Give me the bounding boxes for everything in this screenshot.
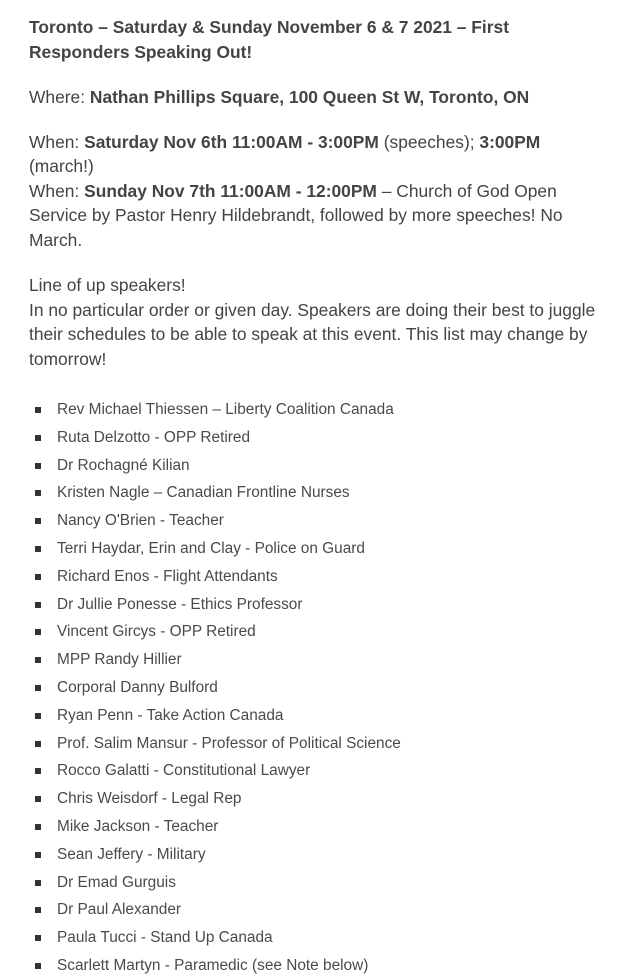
when-saturday-time: Saturday Nov 6th 11:00AM - 3:00PM [84,131,379,152]
speaker-name: Mike Jackson - Teacher [57,817,219,835]
where-label: Where: [29,87,90,107]
list-item [29,507,608,535]
square-bullet-icon [35,713,41,719]
speaker-name: Rev Michael Thiessen – Liberty Coalition Canada [57,401,394,418]
square-bullet-icon [35,407,41,413]
list-item [29,924,608,952]
speaker-name: Paula Tucci - Stand Up Canada [57,929,273,947]
speaker-name: Dr Rochagné Kilian [57,456,190,474]
when-sunday-time: Sunday Nov 7th 11:00AM - 12:00PM [84,180,377,201]
square-bullet-icon [35,907,41,913]
speaker-name: Ruta Delzotto - OPP Retired [57,428,251,446]
square-bullet-icon [35,518,41,524]
square-bullet-icon [35,629,41,635]
speaker-name: Chris Weisdorf - Legal Rep [57,790,242,808]
speaker-name: Ryan Penn - Take Action Canada [57,706,284,724]
where-line [29,85,608,110]
speakers-note: In no particular order or given day. Speakers are doing their best to juggle their schedules to be able to speak at this event. This list may change by tomorrow! [29,299,596,369]
square-bullet-icon [35,685,41,691]
square-bullet-icon [35,574,41,580]
square-bullet-icon [35,435,41,441]
square-bullet-icon [35,546,41,552]
square-bullet-icon [35,852,41,858]
speaker-name: Sean Jeffery - Military [57,845,206,863]
speaker-name: Kristen Nagle – Canadian Frontline Nurses [57,484,350,502]
square-bullet-icon [35,463,41,469]
list-item [29,730,608,758]
square-bullet-icon [35,880,41,886]
speaker-name: Corporal Danny Bulford [57,678,218,696]
when-sunday-label: When: [29,180,85,201]
speaker-name: Dr Jullie Ponesse - Ethics Professor [57,595,303,613]
when-saturday-end: (march!) [29,156,94,176]
list-item [29,618,608,646]
when-saturday-mid: (speeches); [378,131,480,152]
square-bullet-icon [35,796,41,802]
square-bullet-icon [35,490,41,496]
square-bullet-icon [35,602,41,608]
list-item [29,896,608,924]
speaker-name: Dr Paul Alexander [57,901,182,919]
square-bullet-icon [35,741,41,747]
speakers-intro [29,273,608,371]
speaker-name: Prof. Salim Mansur - Professor of Political Science [57,734,401,752]
list-item [29,702,608,730]
when-sunday-line [29,179,608,253]
square-bullet-icon [35,824,41,830]
speaker-name: Rocco Galatti - Constitutional Lawyer [57,762,311,780]
list-item [29,785,608,813]
speaker-name: Vincent Gircys - OPP Retired [57,623,256,641]
event-title: Toronto – Saturday & Sunday November 6 & 7 2021 – First Responders Speaking Out! [29,17,509,62]
list-item [29,813,608,841]
speaker-name: Dr Emad Gurguis [57,873,176,891]
when-sunday-rest: – Church of God Open Service by Pastor Henry Hildebrandt, followed by more speeches! No March. [29,180,563,250]
list-item [29,952,608,980]
list-item [29,869,608,897]
speaker-list [29,396,608,980]
speaker-name: Terri Haydar, Erin and Clay - Police on Guard [57,539,365,557]
square-bullet-icon [35,935,41,941]
list-item [29,452,608,480]
speaker-name: MPP Randy Hillier [57,651,182,669]
square-bullet-icon [35,768,41,774]
list-item [29,674,608,702]
list-item [29,424,608,452]
list-item [29,479,608,507]
speakers-heading: Line of up speakers! [29,275,186,295]
list-item [29,646,608,674]
list-item [29,396,608,424]
square-bullet-icon [35,657,41,663]
when-saturday-line [29,130,608,179]
speaker-name: Scarlett Martyn - Paramedic (see Note below) [57,956,369,974]
when-saturday-march-time: 3:00PM [479,131,541,152]
speaker-name: Nancy O'Brien - Teacher [57,512,224,530]
when-saturday-label: When: [29,131,85,152]
list-item [29,757,608,785]
list-item [29,563,608,591]
speaker-name: Richard Enos - Flight Attendants [57,567,278,585]
list-item [29,841,608,869]
list-item [29,591,608,619]
list-item [29,535,608,563]
where-value: Nathan Phillips Square, 100 Queen St W, Toronto, ON [89,87,530,107]
